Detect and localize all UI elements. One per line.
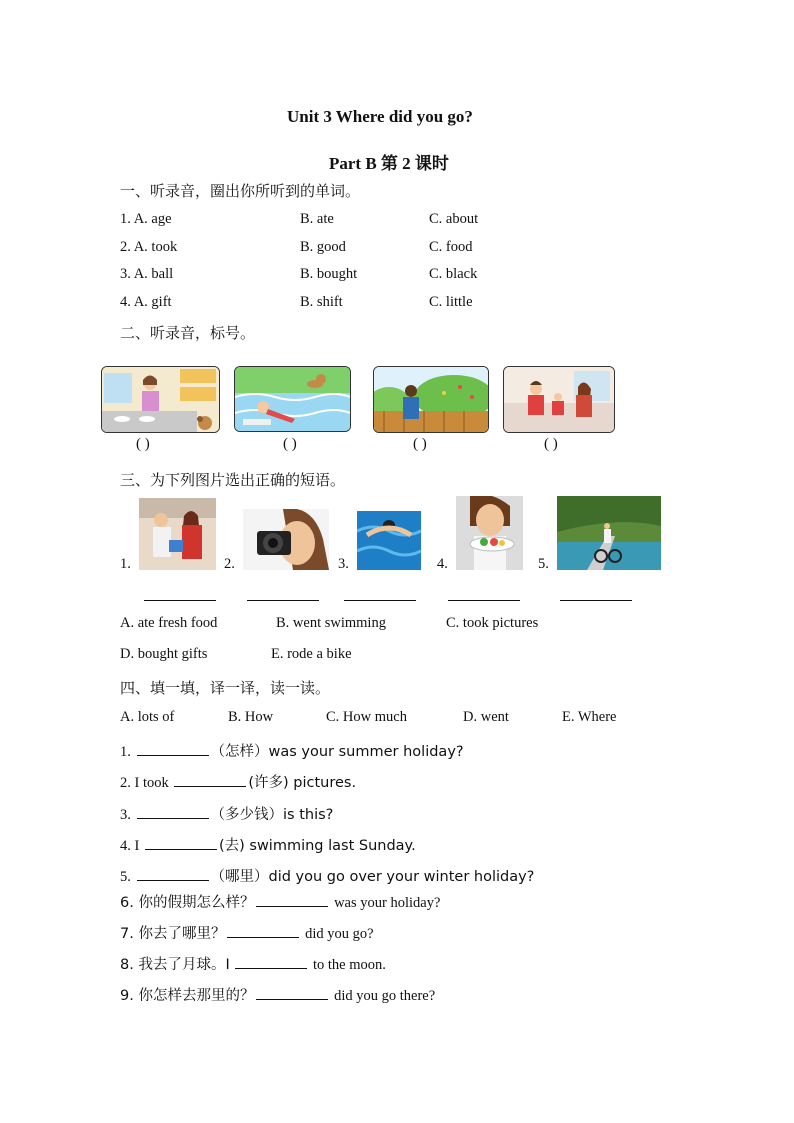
s4-item-8-post: to the moon. [312,957,386,973]
s3-option-c: C. took pictures [446,615,539,631]
s3-answer-line-2[interactable] [247,600,319,601]
s4-option-b: B. How [228,709,274,725]
s4-option-d: D. went [463,709,509,725]
listening-picture-2 [234,366,351,432]
s2-answer-2[interactable]: ( ) [283,436,297,452]
s4-item-4-blank[interactable] [145,837,217,850]
s3-num-1: 1. [120,556,131,572]
s4-option-e: E. Where [562,709,617,725]
s3-answer-line-4[interactable] [448,600,520,601]
s3-photo-bike [557,496,661,570]
s4-item-3 [120,803,333,824]
s3-photo-camera [243,509,329,570]
section2-heading: 二、听录音，标号。 [120,324,256,342]
s4-item-7 [120,922,374,943]
s3-answer-line-3[interactable] [344,600,416,601]
s4-item-6-pre: 6. 你的假期怎么样？ [120,895,255,911]
s4-item-9-blank[interactable] [256,987,328,1000]
listening-picture-3 [373,366,489,433]
s3-photo-swimming [357,511,421,570]
s4-item-4 [120,834,416,855]
s1-row2-b: B. good [300,239,346,255]
s4-item-4-pre: 4. I [120,838,140,854]
s1-row2-c: C. food [429,239,473,255]
s4-item-3-blank[interactable] [137,806,209,819]
section3-heading: 三、为下列图片选出正确的短语。 [120,471,346,489]
page-title: Unit 3 Where did you go? [287,107,473,126]
s1-row1-a: 1. A. age [120,211,172,227]
s4-item-9 [120,984,435,1005]
s1-row2-a: 2. A. took [120,239,178,255]
s3-option-d: D. bought gifts [120,646,208,662]
s3-photo-gifts [139,498,216,570]
s4-item-7-blank[interactable] [227,925,299,938]
s2-answer-4[interactable]: ( ) [544,436,558,452]
s2-answer-3[interactable]: ( ) [413,436,427,452]
section1-heading: 一、听录音，圈出你所听到的单词。 [120,182,361,200]
s3-num-5: 5. [538,556,549,572]
s1-row4-c: C. little [429,294,473,310]
s1-row1-c: C. about [429,211,479,227]
section4-heading: 四、填一填，译一译，读一读。 [120,679,331,697]
s3-answer-line-5[interactable] [560,600,632,601]
s1-row4-a: 4. A. gift [120,294,172,310]
s3-num-3: 3. [338,556,349,572]
s4-item-1-pre: 1. [120,744,131,760]
s4-item-8-blank[interactable] [235,956,307,969]
s4-item-1 [120,740,464,761]
s4-item-3-post: （多少钱）is this? [210,807,334,823]
s4-item-2-post: (许多) pictures. [248,775,357,791]
s4-item-1-blank[interactable] [137,743,209,756]
s4-item-5 [120,865,534,886]
s3-option-a: A. ate fresh food [120,615,218,631]
s3-option-e: E. rode a bike [271,646,352,662]
s4-item-7-pre: 7. 你去了哪里？ [120,926,226,942]
page-subtitle: Part B 第 2 课时 [329,154,449,173]
s4-item-9-pre: 9. 你怎样去那里的？ [120,988,255,1004]
s4-item-1-post: （怎样）was your summer holiday? [210,744,464,760]
s4-item-9-post: did you go there? [334,988,436,1004]
s4-item-6-post: was your holiday? [334,895,441,911]
s1-row1-b: B. ate [300,211,334,227]
s4-option-c: C. How much [326,709,407,725]
s1-row3-c: C. black [429,266,478,282]
s4-option-a: A. lots of [120,709,175,725]
s2-answer-1[interactable]: ( ) [136,436,150,452]
listening-picture-1 [101,366,220,433]
s3-num-2: 2. [224,556,235,572]
s1-row3-b: B. bought [300,266,358,282]
s3-num-4: 4. [437,556,448,572]
s4-item-6-blank[interactable] [256,894,328,907]
s4-item-3-pre: 3. [120,807,131,823]
s4-item-5-pre: 5. [120,869,131,885]
s4-item-6 [120,891,440,912]
s1-row3-a: 3. A. ball [120,266,174,282]
s4-item-5-blank[interactable] [137,868,209,881]
s3-photo-food [456,496,523,570]
s4-item-8-pre: 8. 我去了月球。I [120,957,230,973]
s4-item-7-post: did you go? [305,926,374,942]
s3-option-b: B. went swimming [276,615,386,631]
s4-item-5-post: （哪里）did you go over your winter holiday? [210,869,535,885]
s1-row4-b: B. shift [300,294,343,310]
s4-item-2-pre: 2. I took [120,775,169,791]
s4-item-4-post: (去) swimming last Sunday. [218,838,416,854]
listening-picture-4 [503,366,615,433]
s4-item-2 [120,771,356,792]
s3-answer-line-1[interactable] [144,600,216,601]
s4-item-2-blank[interactable] [174,774,246,787]
s4-item-8 [120,953,386,974]
